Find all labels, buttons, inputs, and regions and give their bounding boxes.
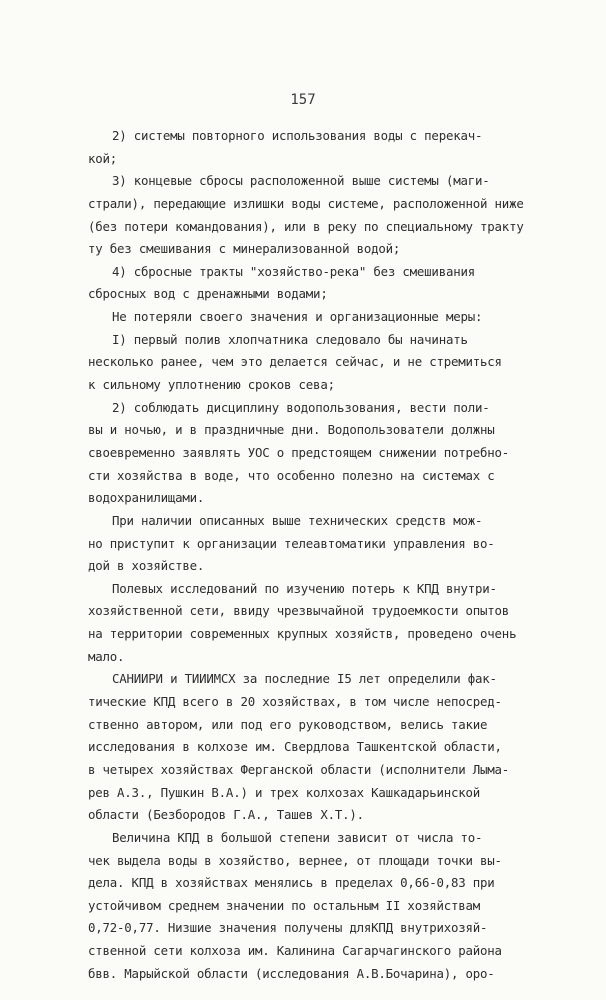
text-line: При наличии описанных выше технических средств мож- — [112, 512, 483, 528]
page-number: 157 — [290, 92, 316, 108]
text-line: дой в хозяйстве. — [88, 558, 205, 574]
text-line: на территории современных крупных хозяйств, проведено очень — [88, 626, 517, 642]
text-line: 2) соблюдать дисциплину водопользования, вести поли- — [112, 399, 490, 415]
text-line: САНИИРИ и ТИИИМСХ за последние I5 лет определили фак- — [112, 671, 497, 687]
text-line: ственной сети колхоза им. Калинина Сагарчагинского района — [88, 943, 502, 959]
text-line: вы и ночью, и в праздничные дни. Водопользователи должны — [88, 422, 495, 438]
text-line: страли), передающие излишки воды системе, расположенной ниже — [88, 195, 524, 211]
text-line: своевременно заявлять УОС о предстоящем снижении потребно- — [88, 444, 510, 460]
text-line: несколько ранее, чем это делается сейчас, и не стремиться — [88, 354, 502, 370]
text-line: бвв. Марыйской области (исследования А.В.Бочарина), оро- — [88, 965, 495, 981]
text-line: устойчивом среднем значении по остальным II хозяйствам — [88, 897, 481, 913]
text-line: 3) концевые сбросы расположенной выше системы (маги- — [112, 173, 490, 189]
text-line: 4) сбросные тракты "хозяйство-река" без смешивания — [112, 263, 475, 279]
text-line: 0,72-0,77. Низшие значения получены дляКПД внутрихозяй- — [88, 920, 488, 936]
text-line: области (Безбородов Г.А., Ташев Х.Т.). — [88, 807, 364, 823]
text-line: ственно автором, или под его руководством, велись такие — [88, 716, 488, 732]
text-line: хозяйственной сети, ввиду чрезвычайной трудоемкости опытов — [88, 603, 510, 619]
body-text — [88, 125, 558, 985]
text-line: исследования в колхозе им. Свердлова Ташкентской области, — [88, 739, 502, 755]
text-line: к сильному уплотнению сроков сева; — [88, 377, 335, 393]
text-line: мало. — [88, 648, 125, 664]
text-line: (без потери командования), или в реку по специальному тракту — [88, 218, 524, 234]
text-line: дела. КПД в хозяйствах менялись в пределах 0,66-0,83 при — [88, 875, 495, 891]
text-line: кой; — [88, 150, 118, 166]
text-line: Не потеряли своего значения и организационные меры: — [112, 309, 483, 325]
text-line: рев А.З., Пушкин В.А.) и трех колхозах Кашкадарьинской — [88, 784, 481, 800]
text-line: водохранилищами. — [88, 490, 205, 506]
text-line: Величина КПД в большой степени зависит от числа то- — [112, 829, 483, 845]
text-line: тические КПД всего в 20 хозяйствах, в том числе непосред- — [88, 694, 502, 710]
text-line: ту без смешивания с минерализованной водой; — [88, 241, 401, 257]
text-line: 2) системы повторного использования воды с перекач- — [112, 128, 483, 143]
text-line: I) первый полив хлопчатника следовало бы начинать — [112, 331, 468, 347]
text-line: в четырех хозяйствах Ферганской области (исполнители Лыма- — [88, 761, 510, 777]
text-line: Полевых исследований по изучению потерь к КПД внутри- — [112, 580, 497, 596]
text-line: но приступит к организации телеавтоматики управления во- — [88, 535, 495, 551]
text-line: сбросных вод с дренажными водами; — [88, 286, 328, 302]
text-line: сти хозяйства в воде, что особенно полезно на системах с — [88, 467, 495, 483]
text-line: чек выдела воды в хозяйство, вернее, от площади точки вы- — [88, 852, 502, 868]
